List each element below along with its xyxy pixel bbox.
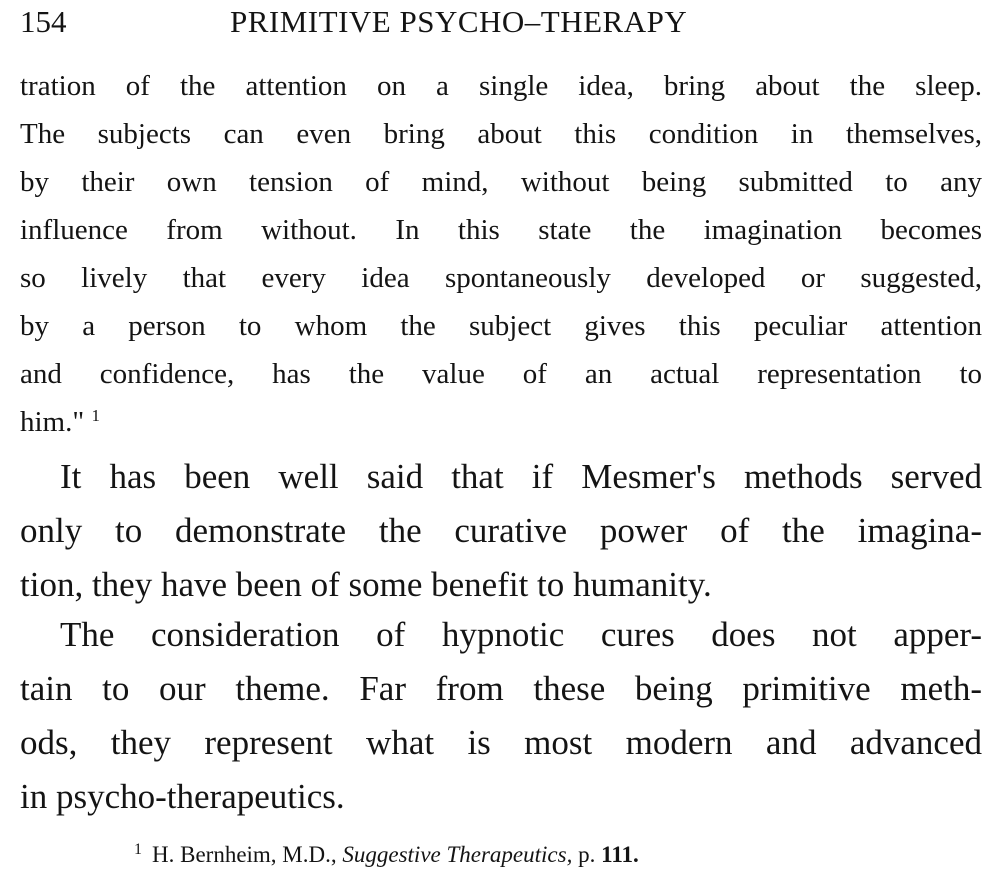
text-line: tration of the attention on a single idea, bring about the sleep. [20, 70, 982, 102]
page-number: 154 [20, 4, 67, 39]
text-line: by a person to whom the subject gives this peculiar attention [20, 310, 982, 342]
footnote [134, 838, 894, 872]
footnote-page-prefix: p. [578, 842, 596, 867]
footnote-work-title: Suggestive Therapeutics, [342, 842, 573, 867]
text-line: tion, they have been of some benefit to humanity. [20, 565, 712, 604]
text-line-last [20, 398, 982, 446]
text-line: by their own tension of mind, without being submitted to any [20, 166, 982, 198]
text-line-end: him." [20, 406, 85, 438]
text-line: only to demonstrate the curative power of the imagina- [20, 511, 982, 550]
text-line: influence from without. In this state the imagination becomes [20, 214, 982, 246]
text-line: and confidence, has the value of an actual representation to [20, 358, 982, 390]
footnote-marker: 1 [134, 841, 142, 858]
text-line: The consideration of hypnotic cures does not apper- [60, 615, 982, 654]
paragraph-hypnotic-cures [20, 608, 982, 824]
text-line: The subjects can even bring about this condition in themselves, [20, 118, 982, 150]
text-line: tain to our theme. Far from these being primitive meth- [20, 669, 982, 708]
quoted-passage [20, 62, 982, 446]
footnote-page-number: 111. [601, 842, 639, 867]
running-head [20, 2, 982, 42]
footnote-reference: 1 [91, 406, 100, 425]
paragraph-mesmer [20, 450, 982, 612]
footnote-author: H. Bernheim, M.D., [152, 842, 337, 867]
text-line: ods, they represent what is most modern and advanced [20, 723, 982, 762]
running-title: PRIMITIVE PSYCHO–THERAPY [230, 4, 688, 39]
text-line: in psycho-therapeutics. [20, 777, 345, 816]
text-line: It has been well said that if Mesmer's methods served [60, 457, 982, 496]
text-line: so lively that every idea spontaneously developed or suggested, [20, 262, 982, 294]
